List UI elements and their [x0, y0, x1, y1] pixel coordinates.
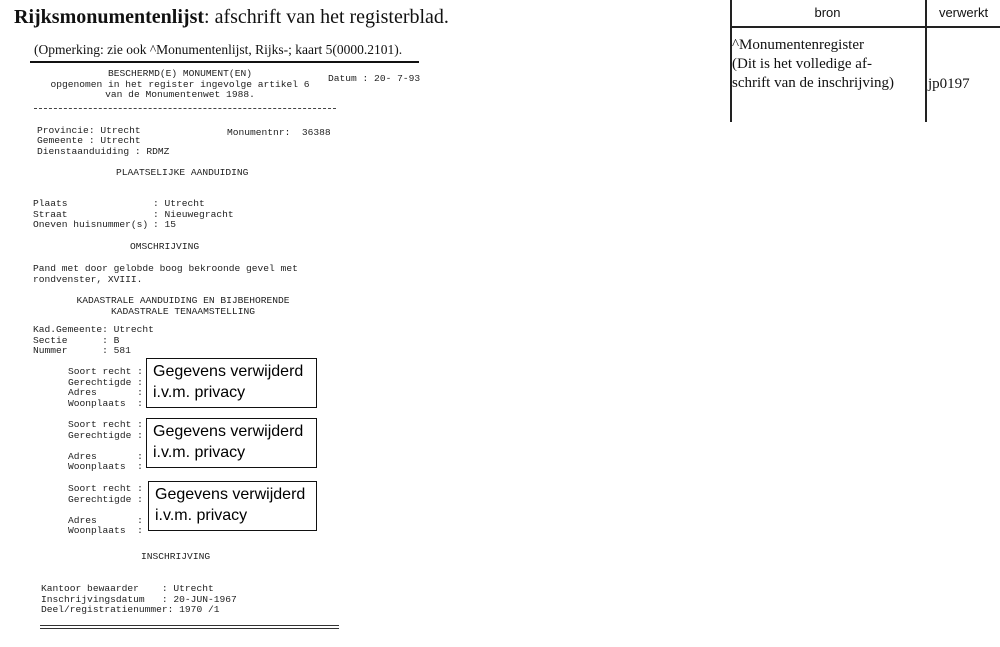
remark-rule — [30, 61, 419, 63]
end-rule-bottom — [40, 628, 339, 629]
dienstaanduiding: Dienstaanduiding : RDMZ — [37, 146, 170, 157]
inschrijving-lines: Kantoor bewaarder : Utrecht Inschrijvingsdatum : 20-JUN-1967 Deel/registratienummer: 1970 /1 — [41, 583, 237, 615]
plaats-labels: Plaats Straat Oneven huisnummer(s) — [33, 198, 149, 230]
heading-line-3: van de Monumentenwet 1988. — [105, 89, 255, 100]
privacy-notice-3: Gegevens verwijderd i.v.m. privacy — [148, 481, 317, 531]
omschrijving: Pand met door gelobde boog bekroonde gevel met rondvenster, XVIII. — [33, 263, 298, 285]
title-bold: Rijksmonumentenlijst — [14, 6, 205, 28]
verwerkt-value: jp0197 — [928, 76, 970, 92]
bron-value: ^Monumentenregister (Dit is het volledige af- schrift van de inschrijving) — [732, 37, 895, 91]
header-bron: bron — [814, 5, 841, 20]
end-rule-top — [40, 625, 339, 626]
section-kadastrale: KADASTRALE AANDUIDING EN BIJBEHORENDE KADASTRALE TENAAMSTELLING — [76, 295, 290, 317]
title-rest: : afschrift van het registerblad. — [204, 6, 449, 28]
remark: (Opmerking: zie ook ^Monumentenlijst, Rijks-; kaart 5(0000.2101). — [34, 42, 403, 57]
register-heading — [40, 69, 320, 101]
plaats-values: : Utrecht : Nieuwegracht : 15 — [153, 198, 234, 230]
gemeente: Gemeente : Utrecht — [37, 135, 141, 146]
privacy-notice-1: Gegevens verwijderd i.v.m. privacy — [146, 358, 317, 408]
rights-group-3-labels: Soort recht : Gerechtigde : Adres : Woonplaats : — [68, 483, 143, 536]
table-header-rule — [730, 26, 1000, 28]
section-omschrijving: OMSCHRIJVING — [130, 241, 200, 252]
heading-line-2: opgenomen in het register ingevolge artikel 6 — [50, 78, 310, 90]
page-title — [14, 6, 449, 29]
rights-group-1-labels: Soort recht : Gerechtigde : Adres : Woonplaats : — [68, 366, 143, 409]
section-plaatselijke-aanduiding: PLAATSELIJKE AANDUIDING — [116, 167, 249, 178]
monumentnr: Monumentnr: 36388 — [227, 127, 331, 138]
provincie: Provincie: Utrecht — [37, 125, 141, 136]
source-table — [730, 0, 1000, 122]
kadaster-lines: Kad.Gemeente: Utrecht Sectie : B Nummer : 581 — [33, 324, 154, 356]
datum: Datum : 20- 7-93 — [328, 73, 421, 84]
privacy-notice-2: Gegevens verwijderd i.v.m. privacy — [146, 418, 317, 468]
section-inschrijving: INSCHRIJVING — [141, 551, 211, 562]
heading-line-1: BESCHERMD(E) MONUMENT(EN) — [108, 68, 252, 79]
header-verwerkt: verwerkt — [938, 5, 989, 20]
dashed-divider — [34, 108, 336, 109]
rights-group-2-labels: Soort recht : Gerechtigde : Adres : Woonplaats : — [68, 419, 143, 472]
